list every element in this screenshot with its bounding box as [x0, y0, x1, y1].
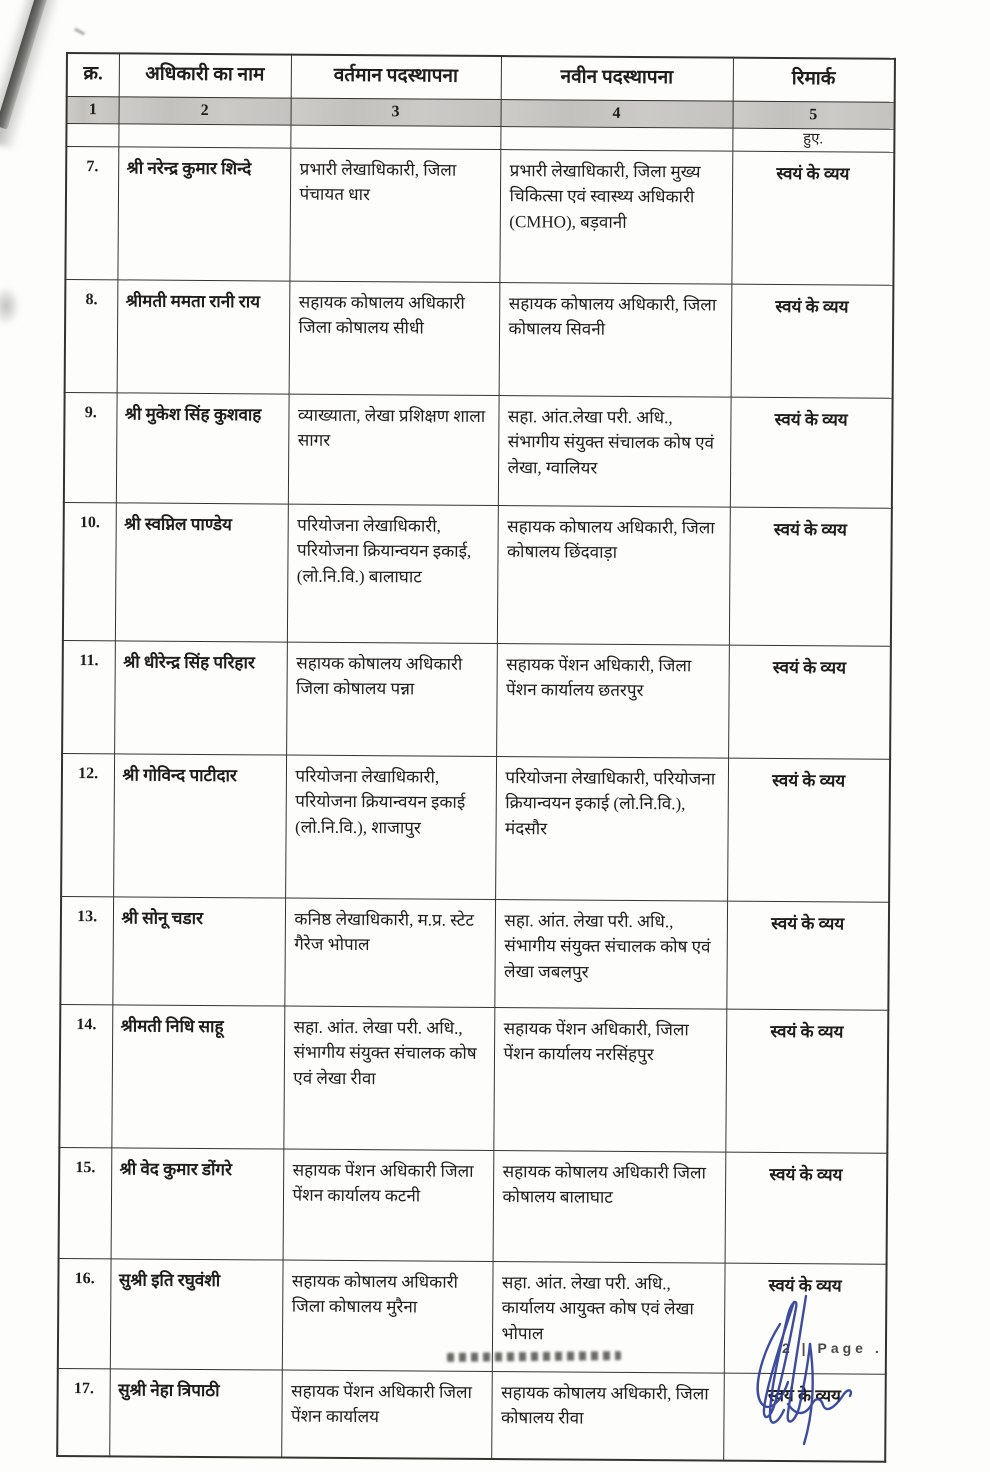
current-posting-cell: व्याख्याता, लेखा प्रशिक्षण शाला सागर — [288, 394, 499, 505]
table-row — [61, 753, 890, 902]
remark-cell: स्वयं के व्यय — [723, 1373, 886, 1462]
new-posting-cell: सहा. आंत. लेखा परी. अधि., संभागीय संयुक्त संचालक कोष एवं लेखा जबलपुर — [494, 899, 727, 1009]
row-number-cell: 7. — [65, 146, 118, 279]
officer-name-cell: श्री स्वप्निल पाण्डेय — [115, 502, 288, 641]
new-posting-cell: सहायक कोषालय अधिकारी, जिला कोषालय छिंदवाड़ा — [497, 505, 730, 645]
new-posting-cell: सहा. आंत. लेखा परी. अधि., कार्यालय आयुक्त कोष एवं लेखा भोपाल — [492, 1261, 725, 1373]
remark-cell: स्वयं के व्यय — [728, 645, 891, 759]
remark-cell: स्वयं के व्यय — [729, 507, 892, 646]
header-row — [67, 53, 895, 102]
table-row — [65, 279, 894, 398]
page-footer-label: 2 | Page . — [782, 1340, 883, 1356]
remark-cell: स्वयं के व्यय — [731, 151, 894, 285]
table-row — [65, 146, 894, 285]
table-row — [60, 896, 889, 1010]
officer-name-cell: श्री नरेन्द्र कुमार शिन्दे — [117, 146, 290, 280]
remark-cell: स्वयं के व्यय — [724, 1263, 887, 1374]
row-number-cell: 16. — [58, 1258, 111, 1368]
current-posting-cell: परियोजना लेखाधिकारी, परियोजना क्रियान्वयन इकाई (लो.नि.वि.), शाजापुर — [285, 755, 496, 899]
new-posting-cell: सहायक पेंशन अधिकारी, जिला पेंशन कार्यालय नरसिंहपुर — [493, 1007, 726, 1152]
new-posting-cell: प्रभारी लेखाधिकारी, जिला मुख्य चिकित्सा एवं स्वास्थ्य अधिकारी (CMHO), बड़वानी — [499, 149, 732, 284]
row-number-cell: 11. — [62, 640, 115, 753]
officer-name-cell: श्री सोनू चडार — [112, 896, 285, 1005]
table-row — [59, 1004, 888, 1153]
row-number-cell: 14. — [59, 1004, 112, 1147]
officer-name-cell: श्री गोविन्द पाटीदार — [113, 753, 286, 897]
table-row — [59, 1147, 888, 1264]
current-posting-cell: सहायक कोषालय अधिकारी जिला कोषालय सीधी — [289, 281, 500, 395]
col-header-officer-name: अधिकारी का नाम — [119, 53, 291, 97]
remark-cell: स्वयं के व्यय — [731, 284, 894, 398]
new-posting-cell: सहा. आंत.लेखा परी. अधि., संभागीय संयुक्त संचालक कोष एवं लेखा, ग्वालियर — [498, 395, 731, 507]
new-posting-cell: परियोजना लेखाधिकारी, परियोजना क्रियान्वयन इकाई (लो.नि.वि.), मंदसौर — [495, 756, 728, 901]
remark-cell: स्वयं के व्यय — [727, 758, 890, 902]
new-posting-cell: सहायक कोषालय अधिकारी, जिला कोषालय सिवनी — [499, 282, 732, 397]
row-number-cell: 8. — [65, 279, 118, 392]
scan-smudge — [0, 286, 20, 326]
col-header-sno: क्र. — [67, 53, 119, 96]
new-posting-cell: सहायक पेंशन अधिकारी, जिला पेंशन कार्यालय छतरपुर — [496, 643, 729, 758]
current-posting-cell: सहा. आंत. लेखा परी. अधि., संभागीय संयुक्त संचालक कोष एवं लेखा रीवा — [283, 1006, 494, 1150]
current-posting-cell: सहायक कोषालय अधिकारी जिला कोषालय पन्ना — [286, 642, 497, 756]
remark-cell: स्वयं के व्यय — [725, 1009, 888, 1153]
row-number-cell: 13. — [60, 896, 113, 1004]
transfer-order-table — [56, 52, 896, 1462]
current-posting-cell: कनिष्ठ लेखाधिकारी, म.प्र. स्टेट गैरेज भोपाल — [284, 898, 495, 1007]
remark-cell: स्वयं के व्यय — [725, 1152, 888, 1264]
col-header-remark: रिमार्क — [733, 58, 895, 102]
current-posting-cell: सहायक पेंशन अधिकारी जिला पेंशन कार्यालय — [281, 1370, 492, 1459]
table-row — [62, 640, 891, 759]
bleed-through-smudge — [447, 1351, 621, 1362]
col-header-new-posting: नवीन पदस्थापना — [501, 56, 733, 101]
current-posting-cell: सहायक कोषालय अधिकारी जिला कोषालय मुरैना — [282, 1260, 493, 1371]
scan-speck — [74, 28, 85, 36]
column-number: 3 — [290, 98, 500, 126]
current-posting-cell: सहायक पेंशन अधिकारी जिला पेंशन कार्यालय कटनी — [283, 1149, 494, 1261]
row-number-cell: 12. — [61, 753, 114, 896]
current-posting-cell: प्रभारी लेखाधिकारी, जिला पंचायत धार — [289, 148, 500, 282]
officer-name-cell: सुश्री इति रघुवंशी — [110, 1258, 283, 1369]
row-number-cell: 17. — [57, 1368, 110, 1456]
column-number: 4 — [500, 99, 732, 128]
table-row — [64, 392, 893, 508]
signature-ink — [742, 1292, 882, 1452]
new-posting-cell: सहायक कोषालय अधिकारी, जिला कोषालय रीवा — [491, 1371, 724, 1460]
row-number-cell: 9. — [64, 392, 117, 502]
officer-name-cell: श्री धीरेन्द्र सिंह परिहार — [114, 640, 287, 754]
new-posting-cell: सहायक कोषालय अधिकारी जिला कोषालय बालाघाट — [493, 1150, 726, 1263]
row-number-cell: 15. — [59, 1147, 112, 1258]
officer-name-cell: श्री मुकेश सिंह कुशवाह — [116, 392, 289, 503]
officer-name-cell: सुश्री नेहा त्रिपाठी — [109, 1368, 282, 1457]
officer-name-cell: श्रीमती निधि साहू — [111, 1004, 284, 1148]
remark-cell: स्वयं के व्यय — [730, 397, 893, 508]
column-number: 2 — [119, 96, 291, 124]
transfer-table-wrapper — [56, 52, 894, 1462]
column-number: 5 — [732, 101, 894, 129]
carryover-text: हुए. — [732, 128, 894, 152]
officer-name-cell: श्री वेद कुमार डोंगरे — [111, 1147, 284, 1259]
remark-cell: स्वयं के व्यय — [726, 901, 889, 1010]
current-posting-cell: परियोजना लेखाधिकारी, परियोजना क्रियान्वयन इकाई, (लो.नि.वि.) बालाघाट — [287, 504, 498, 643]
col-header-current-posting: वर्तमान पदस्थापना — [291, 55, 501, 99]
column-number: 1 — [67, 96, 119, 123]
officer-name-cell: श्रीमती ममता रानी राय — [117, 279, 290, 393]
row-number-cell: 10. — [63, 502, 116, 640]
table-row — [63, 502, 892, 646]
